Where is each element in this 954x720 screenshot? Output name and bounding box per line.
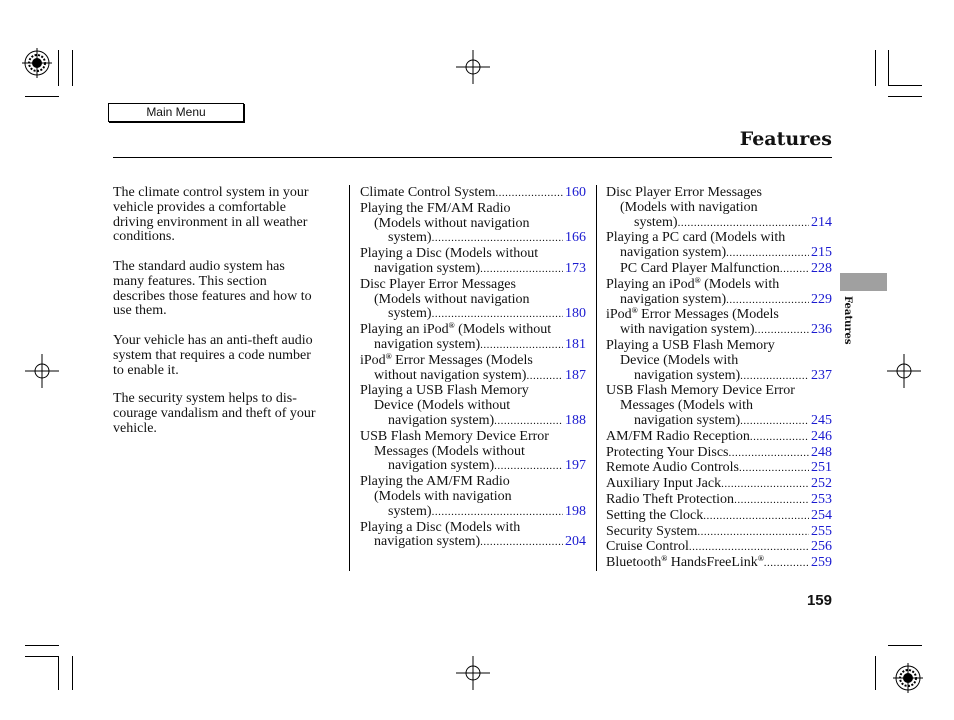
index-entry-text: AM/FM Radio Reception — [606, 428, 750, 444]
dot-leader — [740, 414, 809, 430]
index-entry-text: Playing a Disc (Models without — [360, 246, 539, 262]
index-entry-text: (Models with navigation — [620, 199, 758, 215]
crop-mark — [25, 645, 59, 646]
page-link[interactable]: 236 — [811, 322, 832, 338]
dot-leader — [721, 477, 809, 493]
index-entry-text: navigation system) — [634, 367, 741, 383]
index-entry-text: navigation system) — [620, 245, 727, 261]
index-entry-text: Playing an iPod® (Models with — [606, 275, 780, 292]
dot-leader — [729, 446, 809, 462]
page-link[interactable]: 255 — [811, 523, 832, 539]
index-entry-text: Remote Audio Controls — [606, 460, 739, 476]
dot-leader — [432, 231, 563, 247]
page-number: 159 — [806, 592, 832, 609]
index-entry-text: navigation system) — [388, 412, 495, 428]
registration-target-icon — [891, 661, 925, 695]
dot-leader — [697, 525, 809, 541]
page-link[interactable]: 245 — [811, 412, 832, 428]
index-entry-text: USB Flash Memory Device Error — [606, 383, 795, 399]
column-divider — [596, 185, 597, 571]
dot-leader — [678, 216, 809, 232]
index-entry[interactable] — [606, 556, 832, 572]
dot-leader — [703, 509, 809, 525]
index-column-2 — [606, 186, 832, 572]
index-entry-text: system) — [388, 503, 432, 519]
page-link[interactable]: 259 — [811, 555, 832, 571]
index-entry-text: (Models with navigation — [374, 488, 512, 504]
index-entry-text: Playing a USB Flash Memory — [360, 383, 529, 399]
page-link[interactable]: 214 — [811, 214, 832, 230]
page-link[interactable]: 256 — [811, 539, 832, 555]
index-entry[interactable] — [606, 430, 832, 446]
page-link[interactable]: 180 — [565, 306, 586, 322]
section-tab-label: Features — [842, 296, 853, 345]
index-entry[interactable] — [360, 247, 586, 278]
header-divider — [113, 157, 832, 158]
index-entry-text: Playing the AM/FM Radio — [360, 474, 510, 490]
intro-paragraph: The security system helps to dis- courage vandalism and theft of your vehicle. — [113, 391, 316, 436]
page-link[interactable]: 254 — [811, 507, 832, 523]
index-entry[interactable] — [606, 509, 832, 525]
page-link[interactable]: 197 — [565, 458, 586, 474]
index-entry-text: navigation system) — [388, 458, 495, 474]
index-entry-text: Device (Models without — [374, 398, 511, 414]
index-entry-text: navigation system) — [634, 412, 741, 428]
index-entry-text: iPod® Error Messages (Models — [360, 351, 533, 368]
index-entry-text: Playing the FM/AM Radio — [360, 200, 511, 216]
page-link[interactable]: 229 — [811, 291, 832, 307]
index-entry-text: Cruise Control — [606, 539, 689, 555]
page-link[interactable]: 252 — [811, 476, 832, 492]
page-link[interactable]: 253 — [811, 491, 832, 507]
index-entry-text: (Models without navigation — [374, 215, 530, 231]
main-menu-button[interactable]: Main Menu — [108, 103, 244, 122]
page-link[interactable]: 188 — [565, 412, 586, 428]
index-entry[interactable] — [606, 446, 832, 462]
index-entry[interactable] — [360, 521, 586, 552]
dot-leader — [764, 556, 809, 572]
crop-mark — [888, 96, 922, 97]
index-entry[interactable] — [606, 308, 832, 339]
intro-paragraph: The standard audio system has many features. This section describes those features and how to use them. — [113, 259, 312, 319]
dot-leader — [740, 369, 809, 385]
index-entry-text: Playing a Disc (Models with — [360, 519, 521, 535]
index-entry[interactable] — [606, 525, 832, 541]
index-entry-text: Auxiliary Input Jack — [606, 476, 722, 492]
crop-mark — [25, 96, 59, 97]
index-entry-text: Playing an iPod® (Models without — [360, 321, 552, 338]
index-entry[interactable] — [360, 475, 586, 520]
crop-mark — [25, 656, 59, 657]
crop-mark — [72, 656, 73, 690]
page-link[interactable]: 237 — [811, 367, 832, 383]
index-entry[interactable] — [360, 202, 586, 247]
index-entry-text: Device (Models with — [620, 352, 739, 368]
page-link[interactable]: 228 — [811, 260, 832, 276]
index-entry[interactable] — [360, 430, 586, 475]
index-entry-text: with navigation system) — [620, 322, 755, 338]
dot-leader — [726, 293, 809, 309]
index-entry-text: Disc Player Error Messages — [360, 276, 516, 292]
index-entry[interactable] — [360, 384, 586, 429]
crop-mark — [888, 645, 922, 646]
index-entry-text: navigation system) — [374, 534, 481, 550]
dot-leader — [494, 459, 563, 475]
index-entry[interactable] — [606, 477, 832, 493]
index-entry-text: Protecting Your Discs — [606, 444, 729, 460]
page-link[interactable]: 248 — [811, 444, 832, 460]
crosshair-icon — [456, 50, 490, 84]
dot-leader — [480, 262, 563, 278]
crosshair-icon — [887, 354, 921, 388]
index-entry[interactable] — [606, 186, 832, 231]
index-entry-text: Bluetooth® HandsFreeLink® — [606, 554, 764, 571]
index-entry-text: Playing a PC card (Models with — [606, 230, 786, 246]
index-entry[interactable] — [360, 278, 586, 323]
dot-leader — [750, 430, 809, 446]
column-divider — [349, 185, 350, 571]
index-entry-text: navigation system) — [374, 260, 481, 276]
index-entry[interactable] — [606, 540, 832, 556]
dot-leader — [726, 246, 809, 262]
index-column-1 — [360, 186, 586, 551]
crop-mark — [875, 656, 876, 690]
crosshair-icon — [25, 354, 59, 388]
crop-mark — [58, 50, 59, 86]
crop-mark — [72, 50, 73, 86]
index-entry-text: Messages (Models without — [374, 443, 525, 459]
dot-leader — [494, 414, 563, 430]
index-entry[interactable] — [360, 186, 586, 202]
dot-leader — [689, 540, 809, 556]
index-entry-text: Climate Control System — [360, 185, 496, 200]
index-entry-text: Security System — [606, 523, 698, 539]
index-entry-text: (Models without navigation — [374, 291, 530, 307]
index-entry[interactable] — [606, 339, 832, 384]
page-link[interactable]: 187 — [565, 367, 586, 383]
index-entry-text: without navigation system) — [374, 367, 527, 383]
index-entry[interactable] — [606, 262, 832, 278]
index-entry-text: Playing a USB Flash Memory — [606, 337, 775, 353]
dot-leader — [432, 505, 563, 521]
page-title: Features — [739, 128, 832, 150]
index-entry-text: PC Card Player Malfunction — [620, 260, 780, 276]
index-entry-text: Disc Player Error Messages — [606, 185, 762, 200]
index-entry-text: navigation system) — [374, 336, 481, 352]
index-entry-text: navigation system) — [620, 291, 727, 307]
registration-target-icon — [20, 46, 54, 80]
index-entry-text: system) — [388, 230, 432, 246]
crop-mark — [888, 85, 922, 86]
dot-leader — [526, 369, 563, 385]
index-entry[interactable] — [606, 384, 832, 429]
dot-leader — [739, 461, 809, 477]
dot-leader — [780, 262, 809, 278]
index-entry-text: USB Flash Memory Device Error — [360, 428, 549, 444]
page-link[interactable]: 173 — [565, 260, 586, 276]
crosshair-icon — [456, 656, 490, 690]
dot-leader — [480, 338, 563, 354]
crop-mark — [875, 50, 876, 86]
section-tab[interactable] — [840, 273, 887, 291]
index-entry[interactable] — [606, 275, 832, 309]
index-entry-text: Radio Theft Protection — [606, 491, 735, 507]
crop-mark — [888, 50, 889, 86]
page-link[interactable]: 251 — [811, 460, 832, 476]
page-link[interactable]: 198 — [565, 503, 586, 519]
index-entry-text: system) — [388, 306, 432, 322]
dot-leader — [755, 323, 809, 339]
index-entry[interactable] — [360, 323, 586, 354]
page-link[interactable]: 181 — [565, 336, 586, 352]
page-link[interactable]: 215 — [811, 245, 832, 261]
intro-paragraph: Your vehicle has an anti-theft audio system that requires a code number to enable it. — [113, 333, 313, 378]
index-entry-text: iPod® Error Messages (Models — [606, 306, 779, 323]
index-entry[interactable] — [606, 493, 832, 509]
page-link[interactable]: 160 — [565, 185, 586, 200]
index-entry-text: Setting the Clock — [606, 507, 704, 523]
index-entry[interactable] — [360, 351, 586, 385]
crop-mark — [58, 656, 59, 690]
dot-leader — [734, 493, 809, 509]
page-link[interactable]: 204 — [565, 534, 586, 550]
page-link[interactable]: 246 — [811, 428, 832, 444]
index-entry-text: Messages (Models with — [620, 398, 753, 414]
intro-paragraph: The climate control system in your vehicle provides a comfortable driving environment in all weather conditions. — [113, 185, 309, 245]
index-entry[interactable] — [606, 461, 832, 477]
dot-leader — [480, 535, 563, 551]
dot-leader — [495, 186, 563, 202]
index-entry[interactable] — [606, 231, 832, 262]
index-entry-text: system) — [634, 214, 678, 230]
page-link[interactable]: 166 — [565, 230, 586, 246]
